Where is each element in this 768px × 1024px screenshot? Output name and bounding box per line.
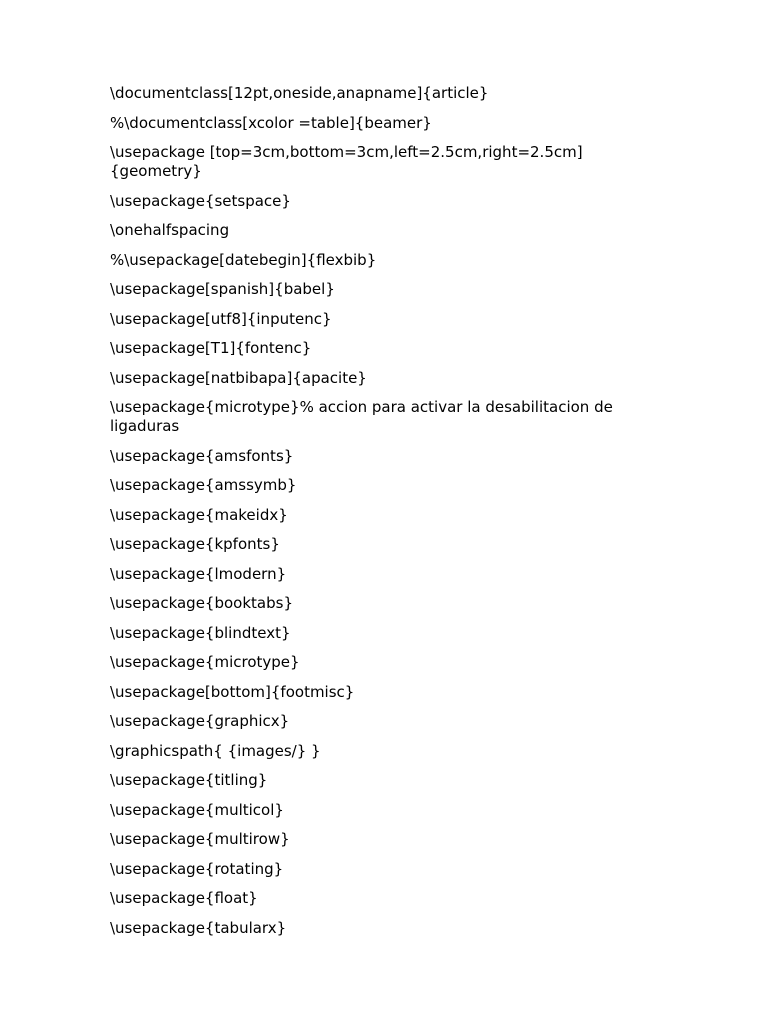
code-line-multicol: \usepackage{multicol} (110, 800, 284, 819)
code-line-lmodern: \usepackage{lmodern} (110, 564, 287, 583)
code-line-float: \usepackage{float} (110, 889, 258, 907)
code-line-titling: \usepackage{titling} (110, 771, 268, 789)
code-line-tabularx: \usepackage{tabularx} (110, 918, 287, 937)
code-line-kpfonts: \usepackage{kpfonts} (110, 535, 280, 553)
code-line-rotating: \usepackage{rotating} (110, 859, 284, 878)
code-line-geometry: \usepackage [top=3cm,bottom=3cm,left=2.5cm,right=2.5cm] {geometry} (110, 143, 583, 180)
code-line-onehalfspacing: \onehalfspacing (110, 221, 230, 239)
code-line-documentclass: \documentclass[12pt,oneside,anapname]{article} (110, 84, 489, 102)
code-line-setspace: \usepackage{setspace} (110, 191, 291, 210)
code-line-makeidx: \usepackage{makeidx} (110, 505, 288, 524)
document-body (110, 84, 650, 948)
code-line-inputenc: \usepackage[utf8]{inputenc} (110, 309, 332, 328)
code-line-graphicx: \usepackage{graphicx} (110, 712, 290, 730)
code-line-microtype-comment: \usepackage{microtype}% accion para activar la desabilitacion de ligaduras (110, 398, 613, 435)
code-line-commented-documentclass: %\documentclass[xcolor =table]{beamer} (110, 113, 432, 132)
code-line-booktabs: \usepackage{booktabs} (110, 594, 293, 612)
code-line-graphicspath: \graphicspath{ {images/} } (110, 741, 321, 760)
code-line-multirow: \usepackage{multirow} (110, 830, 290, 848)
code-line-blindtext: \usepackage{blindtext} (110, 623, 291, 642)
code-line-amssymb: \usepackage{amssymb} (110, 476, 297, 494)
code-line-fontenc: \usepackage[T1]{fontenc} (110, 339, 312, 357)
code-line-babel: \usepackage[spanish]{babel} (110, 280, 335, 298)
code-line-microtype: \usepackage{microtype} (110, 653, 300, 671)
code-line-footmisc: \usepackage[bottom]{footmisc} (110, 682, 355, 701)
code-line-amsfonts: \usepackage{amsfonts} (110, 446, 294, 465)
code-line-apacite: \usepackage[natbibapa]{apacite} (110, 368, 367, 387)
code-line-flexbib: %\usepackage[datebegin]{flexbib} (110, 250, 377, 269)
